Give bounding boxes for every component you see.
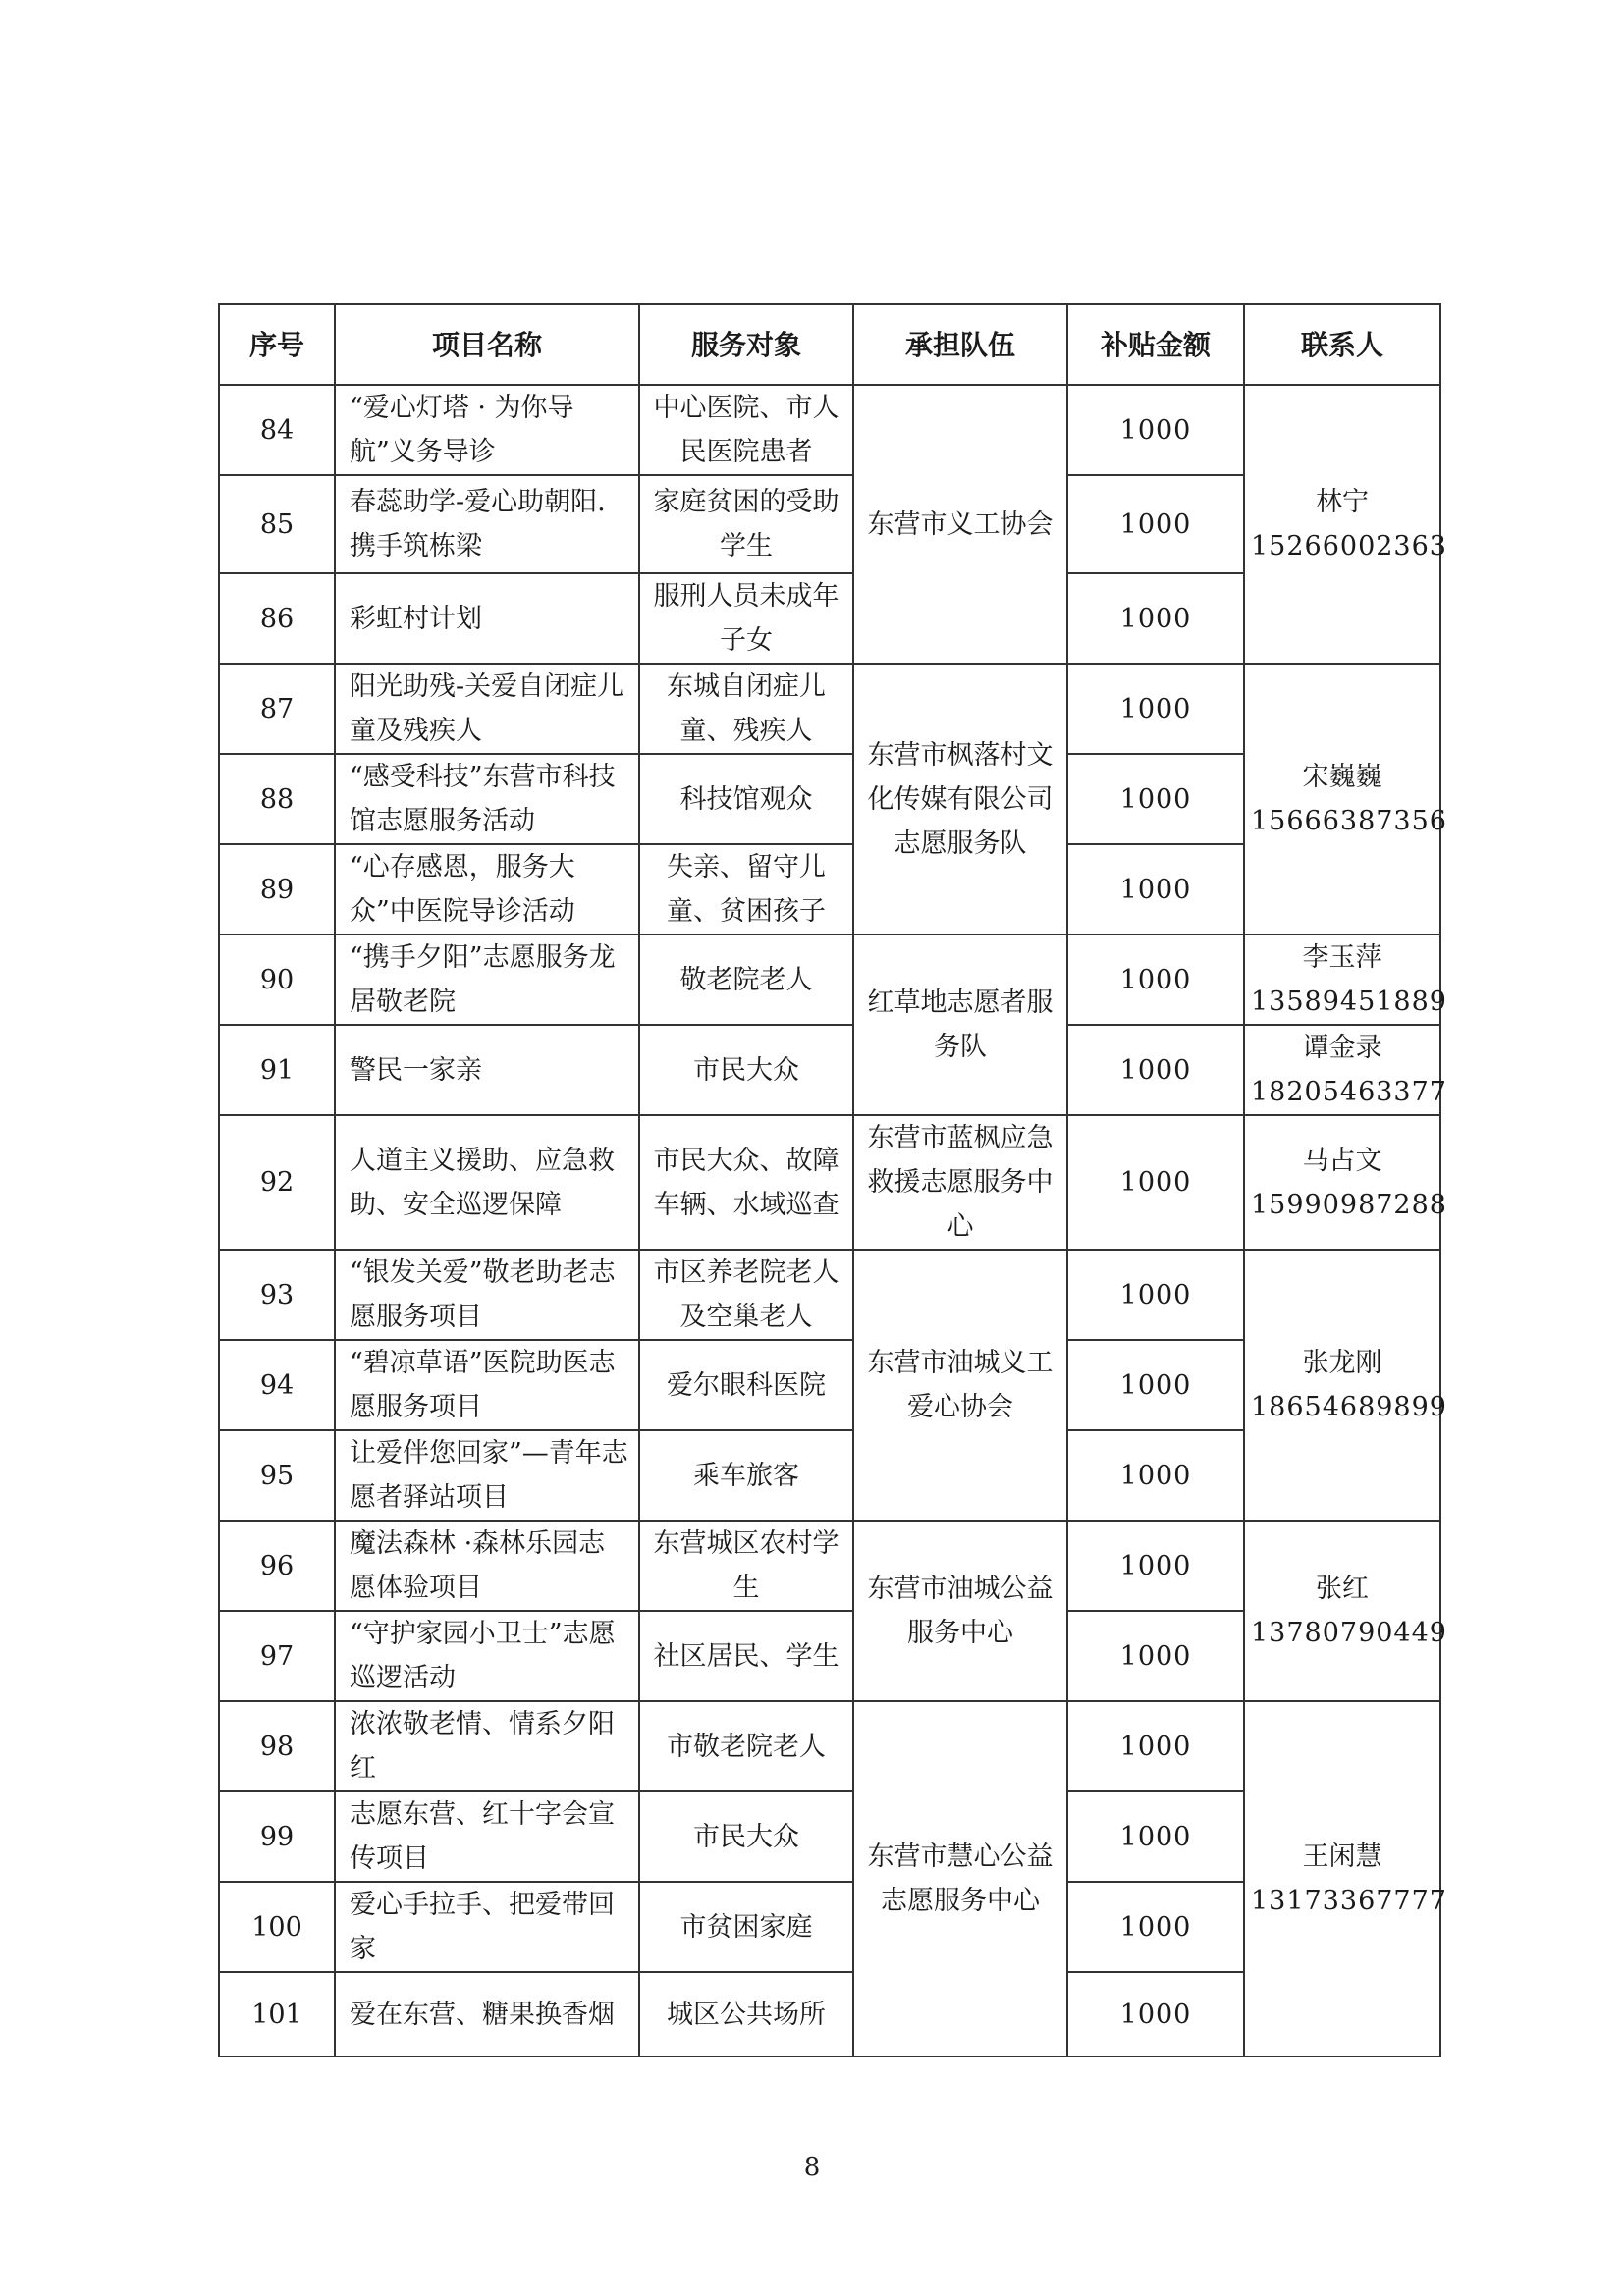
row-amount: 1000	[1067, 844, 1244, 934]
row-target: 乘车旅客	[639, 1430, 853, 1521]
row-target: 科技馆观众	[639, 754, 853, 844]
contact-phone: 18654689899	[1251, 1392, 1447, 1422]
row-target: 失亲、留守儿童、贫困孩子	[639, 844, 853, 934]
row-contact	[1244, 385, 1447, 664]
header-seq: 序号	[219, 304, 335, 385]
header-name: 项目名称	[335, 304, 639, 385]
contact-name: 马占文	[1302, 1145, 1382, 1176]
row-project-name: 爱在东营、糖果换香烟	[335, 1972, 639, 2056]
table-row	[219, 1521, 1440, 1611]
row-seq: 86	[219, 573, 335, 664]
table-row	[219, 385, 1440, 475]
row-project-name: 春蕊助学-爱心助朝阳. 携手筑栋梁	[335, 475, 639, 573]
row-amount: 1000	[1067, 1430, 1244, 1521]
table-row	[219, 1115, 1440, 1250]
row-contact	[1244, 1521, 1447, 1701]
row-seq: 90	[219, 934, 335, 1025]
header-target: 服务对象	[639, 304, 853, 385]
row-seq: 85	[219, 475, 335, 573]
header-amount: 补贴金额	[1067, 304, 1244, 385]
row-project-name: 志愿东营、红十字会宣传项目	[335, 1791, 639, 1882]
contact-phone: 13173367777	[1251, 1886, 1447, 1916]
row-amount: 1000	[1067, 664, 1244, 754]
row-project-name: 彩虹村计划	[335, 573, 639, 664]
row-project-name: “心存感恩，服务大众”中医院导诊活动	[335, 844, 639, 934]
row-amount: 1000	[1067, 385, 1244, 475]
row-target: 敬老院老人	[639, 934, 853, 1025]
row-contact	[1244, 934, 1447, 1025]
row-contact	[1244, 1115, 1447, 1250]
table-header-row	[219, 304, 1440, 385]
row-project-name: 浓浓敬老情、情系夕阳红	[335, 1701, 639, 1791]
row-amount: 1000	[1067, 1972, 1244, 2056]
row-project-name: “感受科技”东营市科技馆志愿服务活动	[335, 754, 639, 844]
contact-name: 张红	[1316, 1574, 1369, 1604]
row-target: 中心医院、市人民医院患者	[639, 385, 853, 475]
row-project-name: 让爱伴您回家”—青年志愿者驿站项目	[335, 1430, 639, 1521]
row-target: 东营城区农村学生	[639, 1521, 853, 1611]
project-table	[218, 303, 1447, 2057]
contact-name: 林宁	[1316, 487, 1369, 517]
table-row	[219, 1701, 1440, 1791]
row-team: 东营市油城公益服务中心	[853, 1521, 1067, 1701]
table-row	[219, 1250, 1440, 1340]
row-project-name: “携手夕阳”志愿服务龙居敬老院	[335, 934, 639, 1025]
row-target: 爱尔眼科医院	[639, 1340, 853, 1430]
contact-phone: 13589451889	[1251, 987, 1447, 1017]
row-amount: 1000	[1067, 1882, 1244, 1972]
contact-phone: 15990987288	[1251, 1189, 1447, 1220]
row-amount: 1000	[1067, 1340, 1244, 1430]
header-contact: 联系人	[1244, 304, 1440, 385]
row-amount: 1000	[1067, 1701, 1244, 1791]
contact-phone: 15266002363	[1251, 531, 1447, 561]
header-team: 承担队伍	[853, 304, 1067, 385]
row-target: 市区养老院老人及空巢老人	[639, 1250, 853, 1340]
row-project-name: “碧凉草语”医院助医志愿服务项目	[335, 1340, 639, 1430]
row-target: 市民大众、故障车辆、水域巡查	[639, 1115, 853, 1250]
row-project-name: 魔法森林 ·森林乐园志愿体验项目	[335, 1521, 639, 1611]
row-seq: 100	[219, 1882, 335, 1972]
row-amount: 1000	[1067, 1611, 1244, 1701]
row-seq: 91	[219, 1025, 335, 1115]
row-project-name: 爱心手拉手、把爱带回家	[335, 1882, 639, 1972]
page-number: 8	[803, 2153, 821, 2182]
row-seq: 92	[219, 1115, 335, 1250]
row-target: 市民大众	[639, 1791, 853, 1882]
contact-phone: 15666387356	[1251, 806, 1447, 836]
row-amount: 1000	[1067, 934, 1244, 1025]
row-seq: 99	[219, 1791, 335, 1882]
row-amount: 1000	[1067, 1791, 1244, 1882]
row-project-name: 阳光助残-关爱自闭症儿童及残疾人	[335, 664, 639, 754]
row-seq: 87	[219, 664, 335, 754]
contact-name: 张龙刚	[1302, 1348, 1382, 1378]
row-project-name: 人道主义援助、应急救助、安全巡逻保障	[335, 1115, 639, 1250]
contact-name: 宋巍巍	[1302, 762, 1382, 792]
row-contact	[1244, 1701, 1447, 2056]
contact-phone: 18205463377	[1251, 1077, 1447, 1107]
row-seq: 96	[219, 1521, 335, 1611]
row-amount: 1000	[1067, 1115, 1244, 1250]
row-seq: 97	[219, 1611, 335, 1701]
row-amount: 1000	[1067, 475, 1244, 573]
row-project-name: 警民一家亲	[335, 1025, 639, 1115]
row-seq: 94	[219, 1340, 335, 1430]
table-row	[219, 664, 1440, 754]
row-target: 市贫困家庭	[639, 1882, 853, 1972]
row-amount: 1000	[1067, 1250, 1244, 1340]
row-target: 市敬老院老人	[639, 1701, 853, 1791]
row-seq: 93	[219, 1250, 335, 1340]
row-seq: 101	[219, 1972, 335, 2056]
row-team: 东营市蓝枫应急救援志愿服务中心	[853, 1115, 1067, 1250]
row-project-name: “银发关爱”敬老助老志愿服务项目	[335, 1250, 639, 1340]
row-seq: 95	[219, 1430, 335, 1521]
row-seq: 84	[219, 385, 335, 475]
row-amount: 1000	[1067, 573, 1244, 664]
row-target: 家庭贫困的受助学生	[639, 475, 853, 573]
row-contact	[1244, 1250, 1447, 1521]
row-target: 市民大众	[639, 1025, 853, 1115]
row-amount: 1000	[1067, 754, 1244, 844]
contact-name: 谭金录	[1302, 1033, 1382, 1063]
contact-name: 王闲慧	[1302, 1842, 1382, 1872]
row-target: 城区公共场所	[639, 1972, 853, 2056]
row-project-name: “守护家园小卫士”志愿巡逻活动	[335, 1611, 639, 1701]
row-seq: 88	[219, 754, 335, 844]
row-team: 东营市枫落村文化传媒有限公司志愿服务队	[853, 664, 1067, 934]
row-target: 东城自闭症儿童、残疾人	[639, 664, 853, 754]
table-row	[219, 934, 1440, 1025]
row-target: 服刑人员未成年子女	[639, 573, 853, 664]
table-row	[219, 1025, 1440, 1115]
row-amount: 1000	[1067, 1521, 1244, 1611]
row-seq: 89	[219, 844, 335, 934]
row-amount: 1000	[1067, 1025, 1244, 1115]
row-team: 东营市油城义工爱心协会	[853, 1250, 1067, 1521]
row-team: 东营市慧心公益志愿服务中心	[853, 1701, 1067, 2056]
row-contact	[1244, 664, 1447, 934]
row-target: 社区居民、学生	[639, 1611, 853, 1701]
contact-phone: 13780790449	[1251, 1618, 1447, 1648]
row-seq: 98	[219, 1701, 335, 1791]
row-team: 红草地志愿者服务队	[853, 934, 1067, 1115]
row-team: 东营市义工协会	[853, 385, 1067, 664]
row-contact	[1244, 1025, 1447, 1115]
contact-name: 李玉萍	[1302, 942, 1382, 973]
row-project-name: “爱心灯塔 · 为你导航”义务导诊	[335, 385, 639, 475]
